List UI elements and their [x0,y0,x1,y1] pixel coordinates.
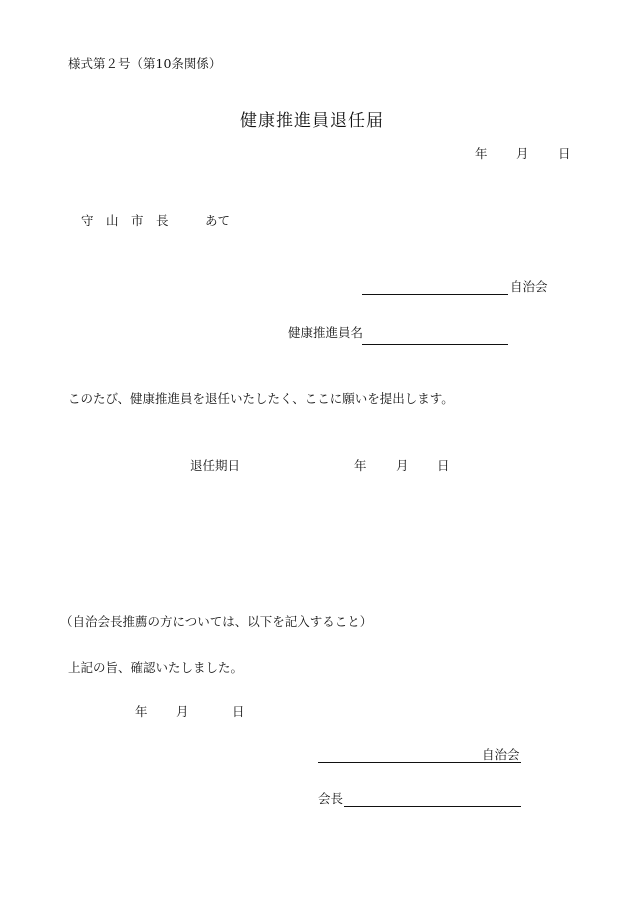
chair-label: 会長 [318,791,344,806]
document-title: 健康推進員退任届 [240,111,384,131]
addressee-office: 守 山 市 長 [81,213,169,228]
chair-association-suffix: 自治会 [482,747,520,762]
header-date-day: 日 [558,146,571,161]
member-name-line[interactable] [362,344,508,345]
chair-date-day: 日 [232,704,245,719]
header-date-year: 年 [475,146,488,161]
retirement-statement: このたび、健康推進員を退任いたしたく、ここに願いを提出します。 [68,391,454,406]
header-date-month: 月 [516,146,529,161]
chair-date-year: 年 [135,704,148,719]
header-date [475,146,575,162]
association-name-line[interactable] [362,294,508,295]
addressee-suffix: あて [205,213,231,228]
member-name-label: 健康推進員名 [288,325,364,340]
chair-association-line[interactable] [318,762,521,763]
chair-name-line[interactable] [344,806,521,807]
retirement-date-year: 年 [354,458,367,473]
chair-date [135,704,245,720]
association-suffix: 自治会 [510,279,548,294]
retirement-date [354,458,454,474]
retirement-date-month: 月 [396,458,409,473]
chair-date-month: 月 [176,704,189,719]
chair-section-note: （自治会長推薦の方については、以下を記入すること） [60,614,373,629]
form-number: 様式第２号（第10条関係） [68,56,222,71]
retirement-date-day: 日 [437,458,450,473]
chair-confirmation: 上記の旨、確認いたしました。 [68,660,244,675]
retirement-date-label: 退任期日 [190,458,241,473]
